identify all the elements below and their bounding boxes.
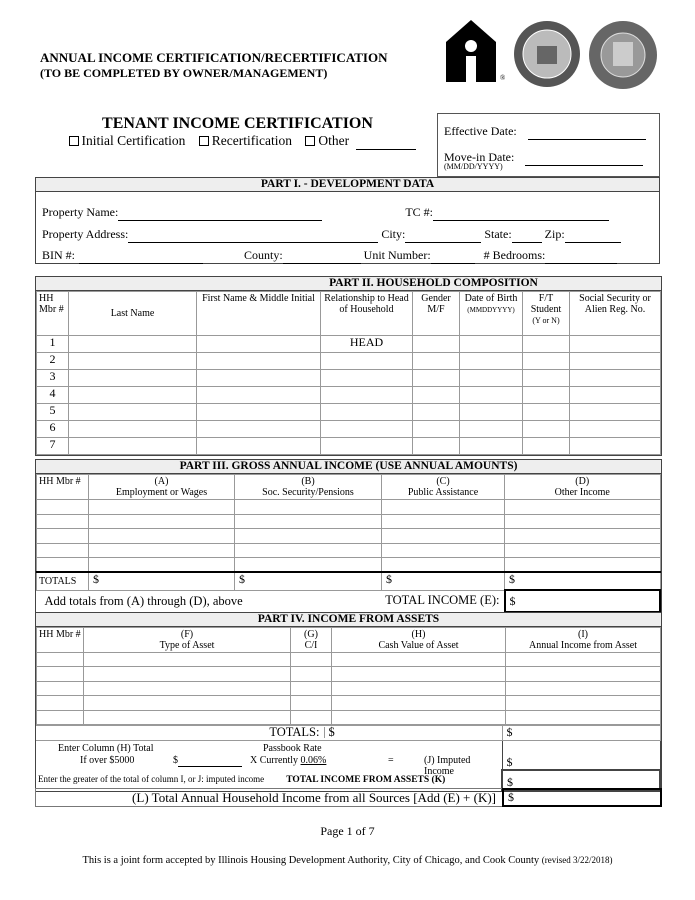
other-checkbox[interactable] <box>305 136 315 146</box>
member-number: 6 <box>37 421 69 438</box>
column-header <box>382 475 505 500</box>
asset-cell[interactable] <box>291 710 332 724</box>
household-row <box>37 353 661 370</box>
column-title: Employment or Wages <box>115 487 208 498</box>
imputed-label: (J) Imputed Income <box>424 754 471 777</box>
household-cell[interactable] <box>197 421 321 438</box>
household-cell[interactable] <box>321 353 413 370</box>
asset-cell[interactable] <box>84 653 291 667</box>
income-table <box>36 474 661 613</box>
household-cell[interactable] <box>460 404 523 421</box>
household-row <box>37 336 661 353</box>
asset-cell[interactable] <box>506 710 661 724</box>
household-cell[interactable] <box>197 353 321 370</box>
asset-cell[interactable] <box>37 710 84 724</box>
county-field[interactable] <box>283 248 361 264</box>
column-title: Type of Asset <box>159 640 215 651</box>
col-relationship: Relationship to Head of Household <box>321 292 413 336</box>
household-cell[interactable] <box>413 336 460 353</box>
footer <box>0 855 695 866</box>
k-label: TOTAL INCOME FROM ASSETS (K) <box>286 775 446 786</box>
household-cell[interactable] <box>321 421 413 438</box>
column-header <box>84 628 291 653</box>
income-cell[interactable] <box>235 558 382 573</box>
date-format: (MM/DD/YYYY) <box>444 162 503 171</box>
income-row <box>37 500 661 515</box>
income-row <box>37 558 661 573</box>
household-cell[interactable] <box>523 370 570 387</box>
income-cell[interactable] <box>37 500 89 515</box>
column-header: HH Mbr # <box>37 628 84 653</box>
income-cell[interactable] <box>382 558 505 573</box>
add-totals-label: Add totals from (A) through (D), above <box>44 594 243 609</box>
household-cell[interactable] <box>570 438 661 455</box>
household-cell[interactable] <box>69 421 197 438</box>
part3-title: PART III. GROSS ANNUAL INCOME (USE ANNUAL AMOUNTS) <box>36 460 661 474</box>
household-cell[interactable] <box>460 421 523 438</box>
column-title: Public Assistance <box>407 487 479 498</box>
household-table <box>36 291 661 455</box>
part2-section <box>35 276 662 456</box>
household-cell[interactable] <box>69 404 197 421</box>
zip-label: Zip: <box>544 227 565 241</box>
col-last-name: Last Name <box>69 292 197 336</box>
household-cell[interactable] <box>321 387 413 404</box>
equals-sign: = <box>388 754 394 766</box>
asset-cell[interactable] <box>506 696 661 710</box>
effective-date-label: Effective Date: <box>444 124 517 138</box>
movein-date-field[interactable] <box>525 150 643 166</box>
imputed-row <box>36 740 502 777</box>
part1-section <box>35 177 660 264</box>
income-cell[interactable] <box>89 529 235 544</box>
member-number: 2 <box>37 353 69 370</box>
column-header-row <box>37 628 661 653</box>
asset-cell[interactable] <box>37 653 84 667</box>
total-income-label-cell <box>37 590 505 612</box>
column-title: Soc. Security/Pensions <box>262 487 354 498</box>
household-cell[interactable] <box>69 438 197 455</box>
member-number: 1 <box>37 336 69 353</box>
part3-section <box>35 459 662 614</box>
household-cell[interactable] <box>413 421 460 438</box>
if-over-label: If over $5000 <box>80 754 135 766</box>
total-income-e-field[interactable]: $ <box>505 590 661 612</box>
household-header-row <box>37 292 661 336</box>
assets-table <box>36 627 661 725</box>
bedrooms-label: # Bedrooms: <box>483 248 546 262</box>
column-letter: (A) <box>154 476 169 487</box>
household-cell[interactable] <box>321 438 413 455</box>
column-title: Annual Income from Asset <box>528 640 638 651</box>
household-cell[interactable] <box>570 387 661 404</box>
column-letter: (H) <box>411 629 426 640</box>
column-letter: (D) <box>575 476 590 487</box>
enter-h-label: Enter Column (H) Total <box>58 742 154 754</box>
total-cash-value-field[interactable]: $ <box>324 727 498 738</box>
tc-field[interactable] <box>433 205 609 221</box>
form-header-subtitle: (TO BE COMPLETED BY OWNER/MANAGEMENT) <box>40 66 328 80</box>
income-cell[interactable] <box>89 500 235 515</box>
column-header <box>89 475 235 500</box>
state-field[interactable] <box>512 227 542 243</box>
column-header-row <box>37 475 661 500</box>
income-cell[interactable] <box>505 543 661 558</box>
household-cell[interactable] <box>197 387 321 404</box>
household-cell: HEAD <box>321 336 413 353</box>
asset-cell[interactable] <box>506 667 661 681</box>
asset-row <box>37 653 661 667</box>
column-letter: (B) <box>301 476 315 487</box>
household-cell[interactable] <box>570 404 661 421</box>
column-title: Other Income <box>554 487 610 498</box>
member-number: 7 <box>37 438 69 455</box>
income-total-field[interactable]: $ <box>235 572 382 590</box>
total-household-income-field[interactable]: $ <box>502 788 662 807</box>
household-cell[interactable] <box>460 370 523 387</box>
asset-row <box>37 667 661 681</box>
household-row <box>37 370 661 387</box>
asset-cell[interactable] <box>37 696 84 710</box>
income-total-field[interactable]: $ <box>89 572 235 590</box>
col-hh-mbr: HH Mbr # <box>37 292 69 336</box>
asset-totals-label: TOTALS: $ <box>36 725 502 740</box>
household-cell[interactable] <box>197 404 321 421</box>
income-cell[interactable] <box>235 529 382 544</box>
household-cell[interactable] <box>197 438 321 455</box>
passbook-label: Passbook Rate <box>263 742 322 754</box>
part2-title: PART II. HOUSEHOLD COMPOSITION <box>36 277 661 291</box>
income-row <box>37 514 661 529</box>
column-letter: (C) <box>436 476 450 487</box>
bin-label: BIN #: <box>42 248 75 262</box>
asset-cell[interactable] <box>37 667 84 681</box>
column-header <box>505 475 661 500</box>
asset-cell[interactable] <box>84 696 291 710</box>
income-total-field[interactable]: $ <box>382 572 505 590</box>
col-first-name: First Name & Middle Initial <box>197 292 321 336</box>
asset-cell[interactable] <box>332 710 506 724</box>
property-name-label: Property Name: <box>42 205 119 219</box>
member-number: 5 <box>37 404 69 421</box>
household-cell[interactable] <box>197 370 321 387</box>
bedrooms-field[interactable] <box>545 248 617 264</box>
address-label: Property Address: <box>42 227 129 241</box>
assets-summary <box>36 725 661 792</box>
county-label: County: <box>244 248 283 262</box>
dob-note: (MMDDYYYY) <box>467 306 515 314</box>
household-cell[interactable] <box>69 353 197 370</box>
income-cell[interactable] <box>505 529 661 544</box>
asset-cell[interactable] <box>506 653 661 667</box>
asset-cell[interactable] <box>332 681 506 695</box>
recert-label: Recertification <box>211 133 292 148</box>
asset-cell[interactable] <box>291 653 332 667</box>
total-l-label: (L) Total Annual Household Income from all Sources [Add (E) + (K)] <box>132 790 496 805</box>
income-cell[interactable] <box>37 543 89 558</box>
household-row <box>37 404 661 421</box>
movein-date-label: Move-in Date: <box>444 150 515 164</box>
city-field[interactable] <box>405 227 481 243</box>
income-cell[interactable] <box>37 529 89 544</box>
household-cell[interactable] <box>570 336 661 353</box>
total-income-assets-field[interactable]: $ <box>502 770 660 790</box>
household-cell[interactable] <box>523 438 570 455</box>
household-cell[interactable] <box>523 336 570 353</box>
state-label: State: <box>484 227 512 241</box>
income-row <box>37 543 661 558</box>
income-cell[interactable] <box>235 514 382 529</box>
asset-cell[interactable] <box>291 696 332 710</box>
recertification-checkbox[interactable] <box>199 136 209 146</box>
household-cell[interactable] <box>413 353 460 370</box>
income-total-field[interactable]: $ <box>505 572 661 590</box>
column-header: HH Mbr # <box>37 475 89 500</box>
revised-date: (revised 3/22/2018) <box>541 855 613 865</box>
household-cell[interactable] <box>523 404 570 421</box>
city-of-chicago-seal <box>513 20 581 88</box>
income-cell[interactable] <box>89 543 235 558</box>
footer-text: This is a joint form accepted by Illinois Housing Development Authority, City of Chicago, and Cook County <box>82 855 540 866</box>
unit-field[interactable] <box>431 248 475 264</box>
household-cell[interactable] <box>69 336 197 353</box>
column-letter: (I) <box>578 629 588 640</box>
asset-row <box>37 710 661 724</box>
household-cell[interactable] <box>570 353 661 370</box>
income-totals-row <box>37 572 661 590</box>
household-cell[interactable] <box>460 438 523 455</box>
student-note: (Y or N) <box>532 316 560 325</box>
household-cell[interactable] <box>570 421 661 438</box>
income-cell[interactable] <box>235 500 382 515</box>
household-cell[interactable] <box>69 387 197 404</box>
part4-title: PART IV. INCOME FROM ASSETS <box>36 613 661 627</box>
income-cell[interactable] <box>89 514 235 529</box>
col-dob <box>460 292 523 336</box>
household-cell[interactable] <box>321 404 413 421</box>
other-label: Other <box>318 133 350 148</box>
col-student <box>523 292 570 336</box>
total-annual-asset-income-field[interactable]: $ <box>502 725 660 740</box>
zip-field[interactable] <box>565 227 621 243</box>
asset-cell[interactable] <box>332 653 506 667</box>
income-cell[interactable] <box>382 543 505 558</box>
h-total-field[interactable]: $ <box>173 755 242 767</box>
asset-row <box>37 681 661 695</box>
household-cell[interactable] <box>413 438 460 455</box>
household-cell[interactable] <box>460 387 523 404</box>
household-cell[interactable] <box>321 370 413 387</box>
income-cell[interactable] <box>505 558 661 573</box>
dob-label: Date of Birth <box>464 293 518 304</box>
household-row <box>37 421 661 438</box>
income-cell[interactable] <box>382 529 505 544</box>
passbook-rate: 0.06% <box>300 754 327 766</box>
column-letter: (G) <box>304 629 318 640</box>
income-cell[interactable] <box>382 500 505 515</box>
member-number: 4 <box>37 387 69 404</box>
column-header <box>291 628 332 653</box>
unit-label: Unit Number: <box>363 248 431 262</box>
total-income-e-label: TOTAL INCOME (E): <box>385 592 500 607</box>
column-title: Cash Value of Asset <box>378 640 459 651</box>
column-header <box>332 628 506 653</box>
cook-county-seal <box>588 20 658 90</box>
totals-label: TOTALS <box>37 572 89 590</box>
asset-cell[interactable] <box>291 681 332 695</box>
household-cell[interactable] <box>460 336 523 353</box>
svg-text:®: ® <box>500 74 506 82</box>
col-ssn: Social Security or Alien Reg. No. <box>570 292 661 336</box>
imputed-income-field[interactable]: $ <box>502 740 660 770</box>
ihda-logo <box>444 20 514 82</box>
income-cell[interactable] <box>89 558 235 573</box>
form-header-title: ANNUAL INCOME CERTIFICATION/RECERTIFICATION <box>40 50 388 65</box>
certification-type <box>40 133 435 150</box>
initial-certification-checkbox[interactable] <box>69 136 79 146</box>
column-title: C/I <box>304 640 318 651</box>
member-number: 3 <box>37 370 69 387</box>
household-cell[interactable] <box>523 387 570 404</box>
income-cell[interactable] <box>382 514 505 529</box>
asset-cell[interactable] <box>37 681 84 695</box>
income-cell[interactable] <box>37 514 89 529</box>
household-row <box>37 438 661 455</box>
form-title: TENANT INCOME CERTIFICATION <box>102 115 373 132</box>
other-field[interactable] <box>356 133 416 150</box>
income-cell[interactable] <box>505 500 661 515</box>
household-cell[interactable] <box>570 370 661 387</box>
asset-row <box>37 696 661 710</box>
asset-cell[interactable] <box>84 667 291 681</box>
asset-cell[interactable] <box>84 681 291 695</box>
household-cell[interactable] <box>523 353 570 370</box>
initial-label: Initial Certification <box>81 133 186 148</box>
asset-cell[interactable] <box>506 681 661 695</box>
household-cell[interactable] <box>413 370 460 387</box>
rate-text: X Currently 0.06% <box>250 754 327 766</box>
household-cell[interactable] <box>69 370 197 387</box>
asset-cell[interactable] <box>291 667 332 681</box>
date-box <box>437 113 660 177</box>
income-cell[interactable] <box>505 514 661 529</box>
page-number: Page 1 of 7 <box>320 824 375 838</box>
income-row <box>37 529 661 544</box>
column-header <box>235 475 382 500</box>
col-gender: Gender M/F <box>413 292 460 336</box>
household-cell[interactable] <box>197 336 321 353</box>
asset-cell[interactable] <box>84 710 291 724</box>
asset-cell[interactable] <box>332 696 506 710</box>
city-label: City: <box>381 227 406 241</box>
asset-cell[interactable] <box>332 667 506 681</box>
total-l-row <box>35 788 662 807</box>
household-cell[interactable] <box>460 353 523 370</box>
household-cell[interactable] <box>413 387 460 404</box>
part4-section <box>35 612 662 792</box>
column-letter: (F) <box>180 629 194 640</box>
income-cell[interactable] <box>235 543 382 558</box>
part1-title: PART I. - DEVELOPMENT DATA <box>36 178 659 192</box>
property-name-field[interactable] <box>118 205 322 221</box>
total-income-row <box>37 590 661 612</box>
household-cell[interactable] <box>523 421 570 438</box>
column-header <box>506 628 661 653</box>
household-cell[interactable] <box>413 404 460 421</box>
bin-field[interactable] <box>79 248 203 264</box>
student-label: F/T Student <box>530 293 562 315</box>
address-field[interactable] <box>128 227 378 243</box>
greater-label: Enter the greater of the total of column I, or J: imputed income <box>38 774 265 785</box>
effective-date-field[interactable] <box>528 124 646 140</box>
income-cell[interactable] <box>37 558 89 573</box>
household-row <box>37 387 661 404</box>
tc-label: TC #: <box>405 205 433 219</box>
